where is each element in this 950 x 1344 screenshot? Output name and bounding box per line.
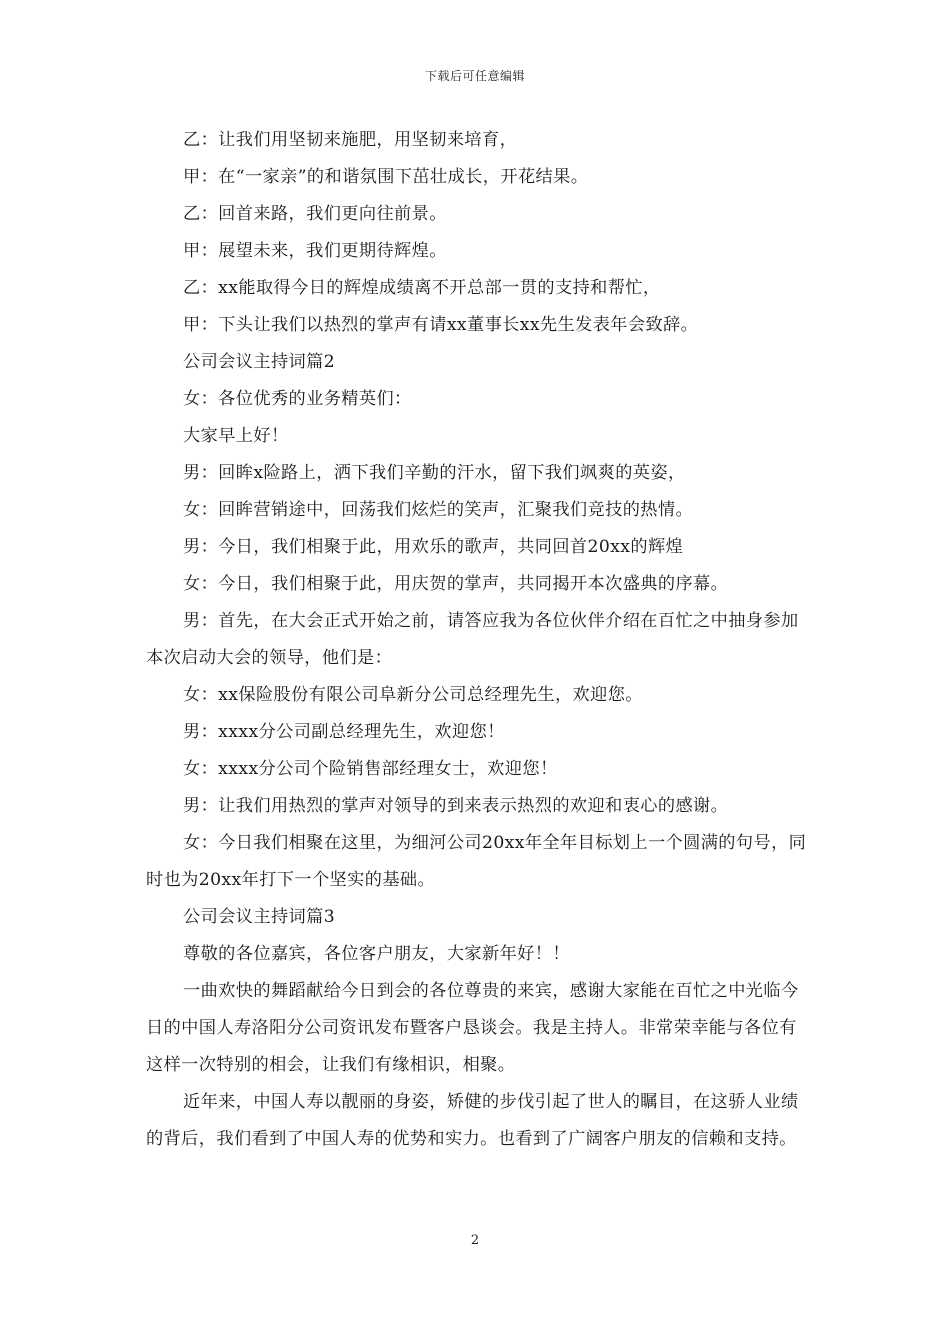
paragraph: 女：各位优秀的业务精英们： (183, 389, 412, 409)
page-number: 2 (470, 1233, 480, 1248)
paragraph: 乙：回首来路，我们更向往前景。 (183, 204, 447, 224)
paragraph: 近年来，中国人寿以靓丽的身姿，矫健的步伐引起了世人的瞩目，在这骄人业绩的背后，我们看到了中国人寿的优势和实力。也看到了广阔客户朋友的信赖和支持。 (146, 1092, 799, 1149)
paragraph: 一曲欢快的舞蹈献给今日到会的各位尊贵的来宾，感谢大家能在百忙之中光临今日的中国人寿洛阳分公司资讯发布暨客户恳谈会。我是主持人。非常荣幸能与各位有这样一次特别的相会，让我们有缘相识，相聚。 (146, 981, 799, 1075)
paragraph: 男：xxxx分公司副总经理先生，欢迎您！ (183, 722, 505, 742)
paragraph: 女：今日我们相聚在这里，为细河公司20xx年全年目标划上一个圆满的句号，同时也为20xx年打下一个坚实的基础。 (146, 833, 807, 890)
paragraph: 女：xxxx分公司个险销售部经理女士，欢迎您！ (183, 759, 558, 779)
paragraph: 乙：xx能取得今日的辉煌成绩离不开总部一贯的支持和帮忙， (183, 278, 661, 298)
paragraph: 甲：展望未来，我们更期待辉煌。 (183, 241, 447, 261)
paragraph: 甲：下头让我们以热烈的掌声有请xx董事长xx先生发表年会致辞。 (183, 315, 699, 335)
paragraph: 女：今日，我们相聚于此，用庆贺的掌声，共同揭开本次盛典的序幕。 (183, 574, 729, 594)
section-heading: 公司会议主持词篇3 (183, 907, 336, 927)
paragraph: 男：今日，我们相聚于此，用欢乐的歌声，共同回首20xx的辉煌 (183, 537, 684, 557)
page-header: 下载后可任意编辑 (424, 69, 525, 83)
paragraph: 男：首先，在大会正式开始之前，请答应我为各位伙伴介绍在百忙之中抽身参加本次启动大会的领导，他们是： (146, 611, 799, 668)
paragraph: 男：回眸x险路上，洒下我们辛勤的汗水，留下我们飒爽的英姿， (183, 463, 686, 483)
section-heading: 公司会议主持词篇2 (183, 352, 336, 372)
paragraph: 男：让我们用热烈的掌声对领导的到来表示热烈的欢迎和衷心的感谢。 (183, 796, 729, 816)
paragraph: 尊敬的各位嘉宾，各位客户朋友，大家新年好！！ (183, 944, 570, 964)
paragraph: 大家早上好！ (183, 426, 289, 446)
paragraph: 女：xx保险股份有限公司阜新分公司总经理先生，欢迎您。 (183, 685, 643, 705)
paragraph: 甲：在“一家亲”的和谐氛围下茁壮成长，开花结果。 (183, 167, 589, 187)
paragraph: 乙：让我们用坚韧来施肥，用坚韧来培育， (183, 130, 518, 150)
document-body (146, 122, 808, 1158)
paragraph: 女：回眸营销途中，回荡我们炫烂的笑声，汇聚我们竞技的热情。 (183, 500, 694, 520)
